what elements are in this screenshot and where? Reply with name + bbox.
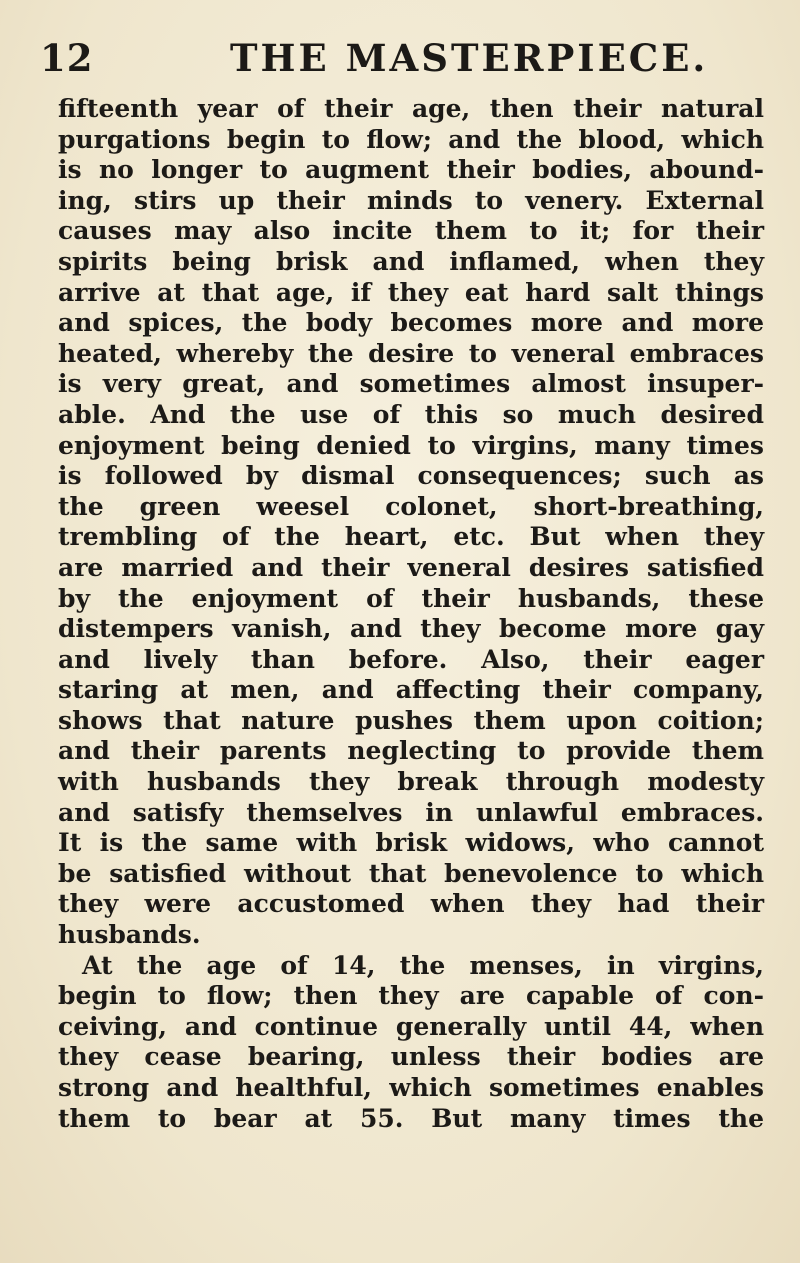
text-line: be satisfied without that benevolence to which xyxy=(58,858,764,888)
text-line: ceiving, and continue generally until 44, when xyxy=(58,1011,764,1041)
text-line: with husbands they break through modesty xyxy=(58,767,764,797)
text-line: trembling of the heart, etc. But when they xyxy=(58,522,764,552)
text-line: enjoyment being denied to virgins, many times xyxy=(58,430,764,460)
text-line: strong and healthful, which sometimes enables xyxy=(58,1073,764,1102)
text-line: purgations begin to flow; and the blood, which xyxy=(58,124,764,154)
text-line: is very great, and sometimes almost insuper- xyxy=(58,369,764,399)
text-line: distempers vanish, and they become more gay xyxy=(58,614,764,644)
page-header xyxy=(40,36,740,86)
text-line: they were accustomed when they had their xyxy=(58,889,764,919)
text-line: and spices, the body becomes more and more xyxy=(58,308,764,338)
text-line: husbands. xyxy=(58,920,201,950)
body-text xyxy=(58,94,764,1134)
text-line: It is the same with brisk widows, who cannot xyxy=(58,828,764,858)
text-line: they cease bearing, unless their bodies are xyxy=(58,1042,764,1072)
text-line: heated, whereby the desire to veneral embraces xyxy=(58,338,764,368)
text-line: able. And the use of this so much desired xyxy=(58,399,764,429)
text-line: and their parents neglecting to provide them xyxy=(58,736,764,766)
text-line: fifteenth year of their age, then their natural xyxy=(58,94,764,123)
text-line: are married and their veneral desires satisfied xyxy=(58,552,764,582)
text-line: by the enjoyment of their husbands, these xyxy=(58,583,764,613)
page-number: 12 xyxy=(40,36,94,80)
text-line: ing, stirs up their minds to venery. External xyxy=(58,185,764,215)
text-line: the green weesel colonet, short-breathing, xyxy=(58,491,764,521)
text-line: is no longer to augment their bodies, abound- xyxy=(58,155,764,185)
text-line: At the age of 14, the menses, in virgins, xyxy=(82,950,764,980)
text-line: begin to flow; then they are capable of con- xyxy=(58,981,764,1011)
text-line: and lively than before. Also, their eager xyxy=(58,644,764,674)
text-line: shows that nature pushes them upon coition; xyxy=(58,705,764,735)
text-line: staring at men, and affecting their company, xyxy=(58,675,764,705)
text-line: is followed by dismal consequences; such as xyxy=(58,461,764,491)
text-line: arrive at that age, if they eat hard salt things xyxy=(58,277,764,307)
text-line: and satisfy themselves in unlawful embraces. xyxy=(58,797,764,827)
text-line: them to bear at 55. But many times the xyxy=(58,1103,764,1133)
running-title: THE MASTERPIECE. xyxy=(230,36,709,80)
text-line: causes may also incite them to it; for their xyxy=(58,216,764,246)
text-line: spirits being brisk and inflamed, when they xyxy=(58,246,764,276)
